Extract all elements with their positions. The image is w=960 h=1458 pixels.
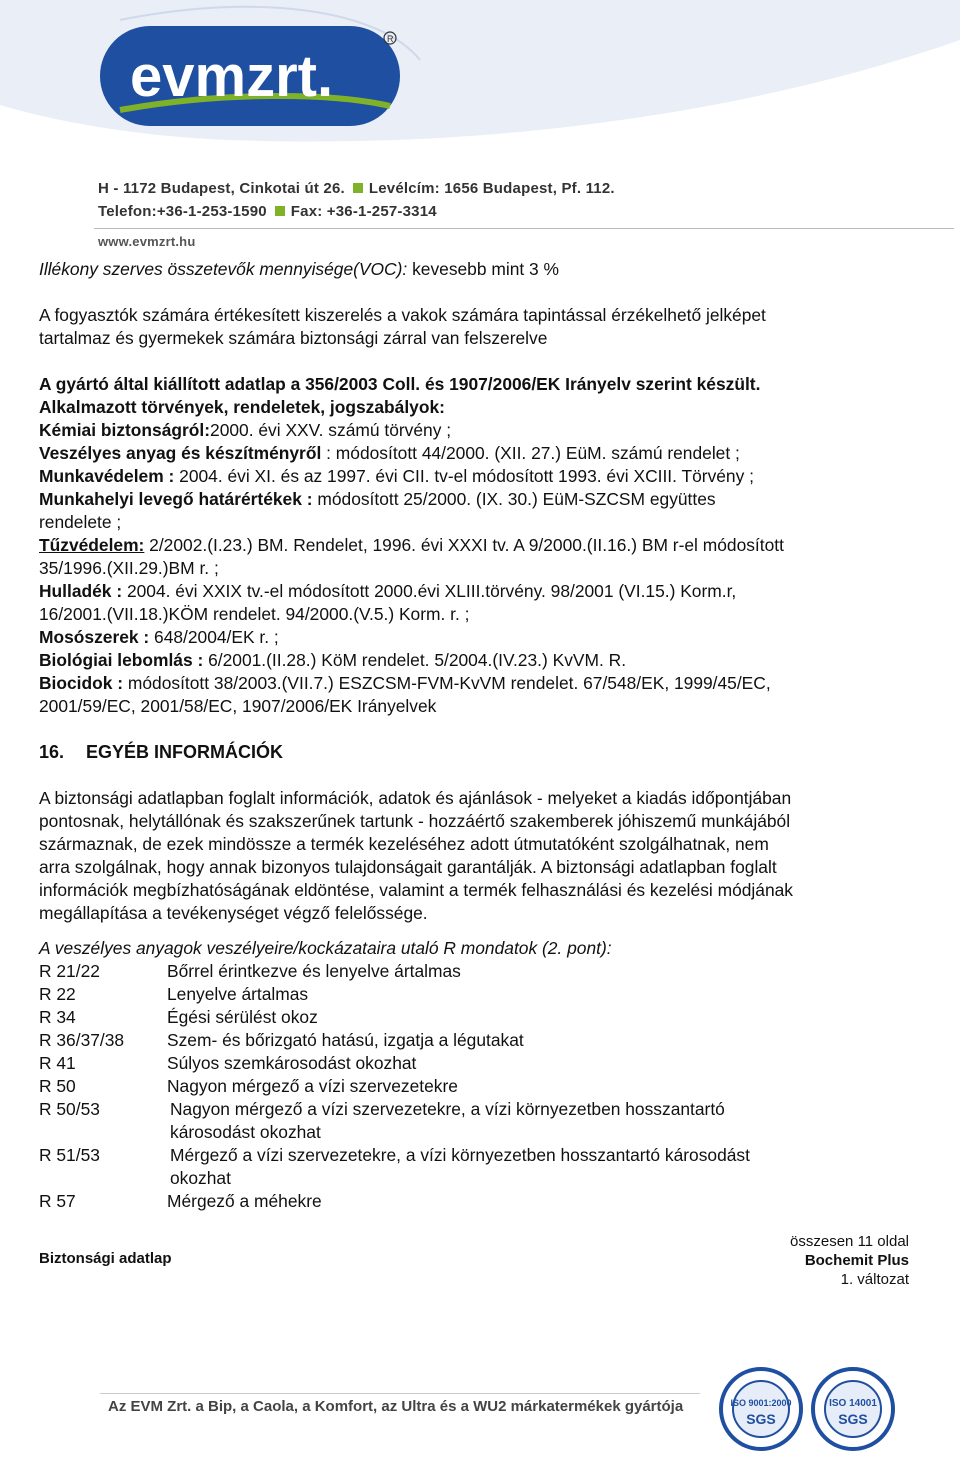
address-line [98, 180, 615, 197]
reg-work-text: 2004. évi XI. és az 1997. évi CII. tv-el módosított 1993. évi XCIII. Törvény ; [174, 466, 754, 486]
reg-detergent [39, 626, 919, 649]
reg-bio-label: Biológiai lebomlás : [39, 650, 204, 670]
document-body [39, 258, 919, 1213]
r-phrase-row [39, 960, 919, 983]
reg-detergent-label: Mosószerek : [39, 627, 150, 647]
reg-bio [39, 649, 919, 672]
r-phrase-code: R 34 [39, 1007, 76, 1027]
reg-fire-cont: 35/1996.(XII.29.)BM r. ; [39, 558, 219, 578]
reg-work-label: Munkavédelem : [39, 466, 175, 486]
r-phrase-text: Lenyelve ártalmas [167, 984, 309, 1004]
letterhead [0, 0, 960, 255]
bottom-banner [0, 1360, 960, 1458]
reg-air-label: Munkahelyi levegő határértékek : [39, 489, 313, 509]
r-phrase-text: Égési sérülést okoz [167, 1007, 318, 1027]
r-phrase-text-line: Nagyon mérgező a vízi szervezetekre, a vízi környezetben hosszantartó [170, 1099, 725, 1119]
reg-waste-label: Hulladék : [39, 581, 123, 601]
r-phrase-code: R 41 [39, 1053, 76, 1073]
iso-9001-seal-icon [718, 1366, 804, 1452]
mail-text: Levélcím: 1656 Budapest, Pf. 112. [368, 180, 615, 197]
r-phrase-row [39, 1098, 919, 1144]
disclaimer-paragraph [39, 787, 919, 925]
r-phrases-list [39, 960, 919, 1213]
seal-iso-text: ISO 9001:2000 [730, 1398, 792, 1408]
r-phrase-text-line: okozhat [170, 1168, 231, 1188]
r-phrase-code: R 57 [39, 1191, 76, 1211]
r-phrase-row [39, 1075, 919, 1098]
r-phrase-text: Súlyos szemkárosodást okozhat [167, 1053, 417, 1073]
reg-waste [39, 580, 919, 603]
seal-brand-text: SGS [746, 1411, 776, 1427]
r-phrase-row [39, 1029, 919, 1052]
r-phrase-text-line: károsodást okozhat [170, 1122, 321, 1142]
r-phrase-row [39, 1144, 919, 1190]
section-16-heading [39, 741, 919, 764]
seal-brand-text: SGS [838, 1411, 868, 1427]
green-square-icon [275, 206, 285, 216]
footer-version: 1. változat [840, 1271, 909, 1288]
r-phrase-code: R 50 [39, 1076, 76, 1096]
reg-biocid-label: Biocidok : [39, 673, 124, 693]
r-phrase-text [167, 1098, 919, 1144]
voc-value: kevesebb mint 3 % [407, 259, 560, 279]
footer-pages: összesen 11 oldal [790, 1233, 909, 1250]
reg-biocid-cont: 2001/59/EC, 2001/58/EC, 1907/2006/EK Irányelvek [39, 696, 437, 716]
r-phrase-code: R 22 [39, 984, 76, 1004]
r-phrase-code: R 36/37/38 [39, 1030, 125, 1050]
r-phrase-text: Szem- és bőrizgató hatású, izgatja a légutakat [167, 1030, 524, 1050]
reg-biocid [39, 672, 919, 695]
r-phrases-title: A veszélyes anyagok veszélyeire/kockázataira utaló R mondatok (2. pont): [39, 938, 612, 958]
disclaimer-line: pontosnak, helytállónak és szakszerűnek tartunk - hozzáértő szakemberek jóhiszemű munkájából [39, 811, 791, 831]
seal-iso-text: ISO 14001 [829, 1398, 877, 1409]
reg-biocid-text: módosított 38/2003.(VII.7.) ESZCSM-FVM-KvVM rendelet. 67/548/EK, 1999/45/EC, [123, 673, 771, 693]
bottom-divider [100, 1393, 700, 1394]
reg-hazard [39, 442, 919, 465]
green-square-icon [353, 183, 363, 193]
r-phrase-text [167, 1144, 919, 1190]
disclaimer-line: származnak, de ezek mindössze a termék kezeléséhez adott útmutatóként szolgálhatnak, nem [39, 834, 769, 854]
reg-hazard-text: : módosított 44/2000. (XII. 27.) EüM. számú rendelet ; [321, 443, 740, 463]
section-number: 16. [39, 742, 65, 762]
r-phrase-text: Bőrrel érintkezve és lenyelve ártalmas [167, 961, 461, 981]
reg-waste-cont: 16/2001.(VII.18.)KÖM rendelet. 94/2000.(V.5.) Korm. r. ; [39, 604, 470, 624]
reg-air [39, 488, 919, 511]
address-text: H - 1172 Budapest, Cinkotai út 26. [98, 180, 345, 197]
tactile-line-2: tartalmaz és gyermekek számára biztonsági zárral van felszerelve [39, 328, 548, 348]
regs-intro: A gyártó által kiállított adatlap a 356/2003 Coll. és 1907/2006/EK Irányelv szerint készült. [39, 374, 761, 394]
reg-waste-text: 2004. évi XXIX tv.-el módosított 2000.évi XLIII.törvény. 98/2001 (VI.15.) Korm.r, [122, 581, 737, 601]
reg-work [39, 465, 919, 488]
r-phrase-code: R 21/22 [39, 961, 100, 981]
section-title: EGYÉB INFORMÁCIÓK [86, 742, 284, 762]
iso-14001-seal-icon [810, 1366, 896, 1452]
r-phrase-text: Mérgező a méhekre [167, 1191, 322, 1211]
phone-text: Telefon:+36-1-253-1590 [98, 203, 267, 220]
reg-hazard-label: Veszélyes anyag és készítményről [39, 443, 322, 463]
r-phrase-row [39, 1052, 919, 1075]
brand-line: Az EVM Zrt. a Bip, a Caola, a Komfort, az Ultra és a WU2 márkatermékek gyártója [108, 1398, 684, 1415]
r-phrase-row [39, 1190, 919, 1213]
reg-fire [39, 534, 919, 557]
disclaimer-line: információk megbízhatóságának eldöntése, valamint a termék felhasználási és kezelési módjának [39, 880, 793, 900]
r-phrase-text: Nagyon mérgező a vízi szervezetekre [167, 1076, 458, 1096]
evm-logo [100, 20, 400, 140]
footer-doc-type: Biztonsági adatlap [39, 1250, 172, 1267]
reg-chem-label: Kémiai biztonságról: [39, 420, 211, 440]
voc-line [39, 258, 919, 281]
footer-product: Bochemit Plus [804, 1252, 909, 1269]
logo-text: evmzrt. [130, 44, 334, 109]
disclaimer-line: arra szolgálnak, hogy annak bizonyos tulajdonságait garantálják. A biztonsági adatlapban foglalt [39, 857, 777, 877]
r-phrase-code: R 51/53 [39, 1145, 100, 1165]
reg-air-cont: rendelete ; [39, 512, 122, 532]
disclaimer-line: megállapítása a tevékenységet végző felelőssége. [39, 903, 428, 923]
regs-heading: Alkalmazott törvények, rendeletek, jogszabályok: [39, 397, 445, 417]
r-phrase-code: R 50/53 [39, 1099, 100, 1119]
website-link[interactable]: www.evmzrt.hu [98, 234, 196, 249]
r-phrase-row [39, 1006, 919, 1029]
reg-fire-text: 2/2002.(I.23.) BM. Rendelet, 1996. évi XXXI tv. A 9/2000.(II.16.) BM r-el módosított [144, 535, 784, 555]
phone-line [98, 203, 437, 220]
reg-chem [39, 419, 919, 442]
reg-chem-text: 2000. évi XXV. számú törvény ; [210, 420, 452, 440]
tactile-line-1: A fogyasztók számára értékesített kiszerelés a vakok számára tapintással érzékelhető jelképet [39, 305, 766, 325]
fax-text: Fax: +36-1-257-3314 [290, 203, 437, 220]
header-divider [94, 228, 954, 229]
reg-air-text: módosított 25/2000. (IX. 30.) EüM-SZCSM együttes [312, 489, 716, 509]
disclaimer-line: A biztonsági adatlapban foglalt információk, adatok és ajánlások - melyeket a kiadás időpontjában [39, 788, 792, 808]
r-phrase-text-line: Mérgező a vízi szervezetekre, a vízi környezetben hosszantartó károsodást [170, 1145, 750, 1165]
reg-fire-label: Tűzvédelem: [39, 535, 145, 555]
svg-text:R: R [387, 34, 394, 44]
reg-detergent-text: 648/2004/EK r. ; [149, 627, 279, 647]
r-phrase-row [39, 983, 919, 1006]
voc-label: Illékony szerves összetevők mennyisége(VOC): [39, 259, 408, 279]
footer-meta [790, 1232, 909, 1289]
reg-bio-text: 6/2001.(II.28.) KöM rendelet. 5/2004.(IV.23.) KvVM. R. [203, 650, 627, 670]
